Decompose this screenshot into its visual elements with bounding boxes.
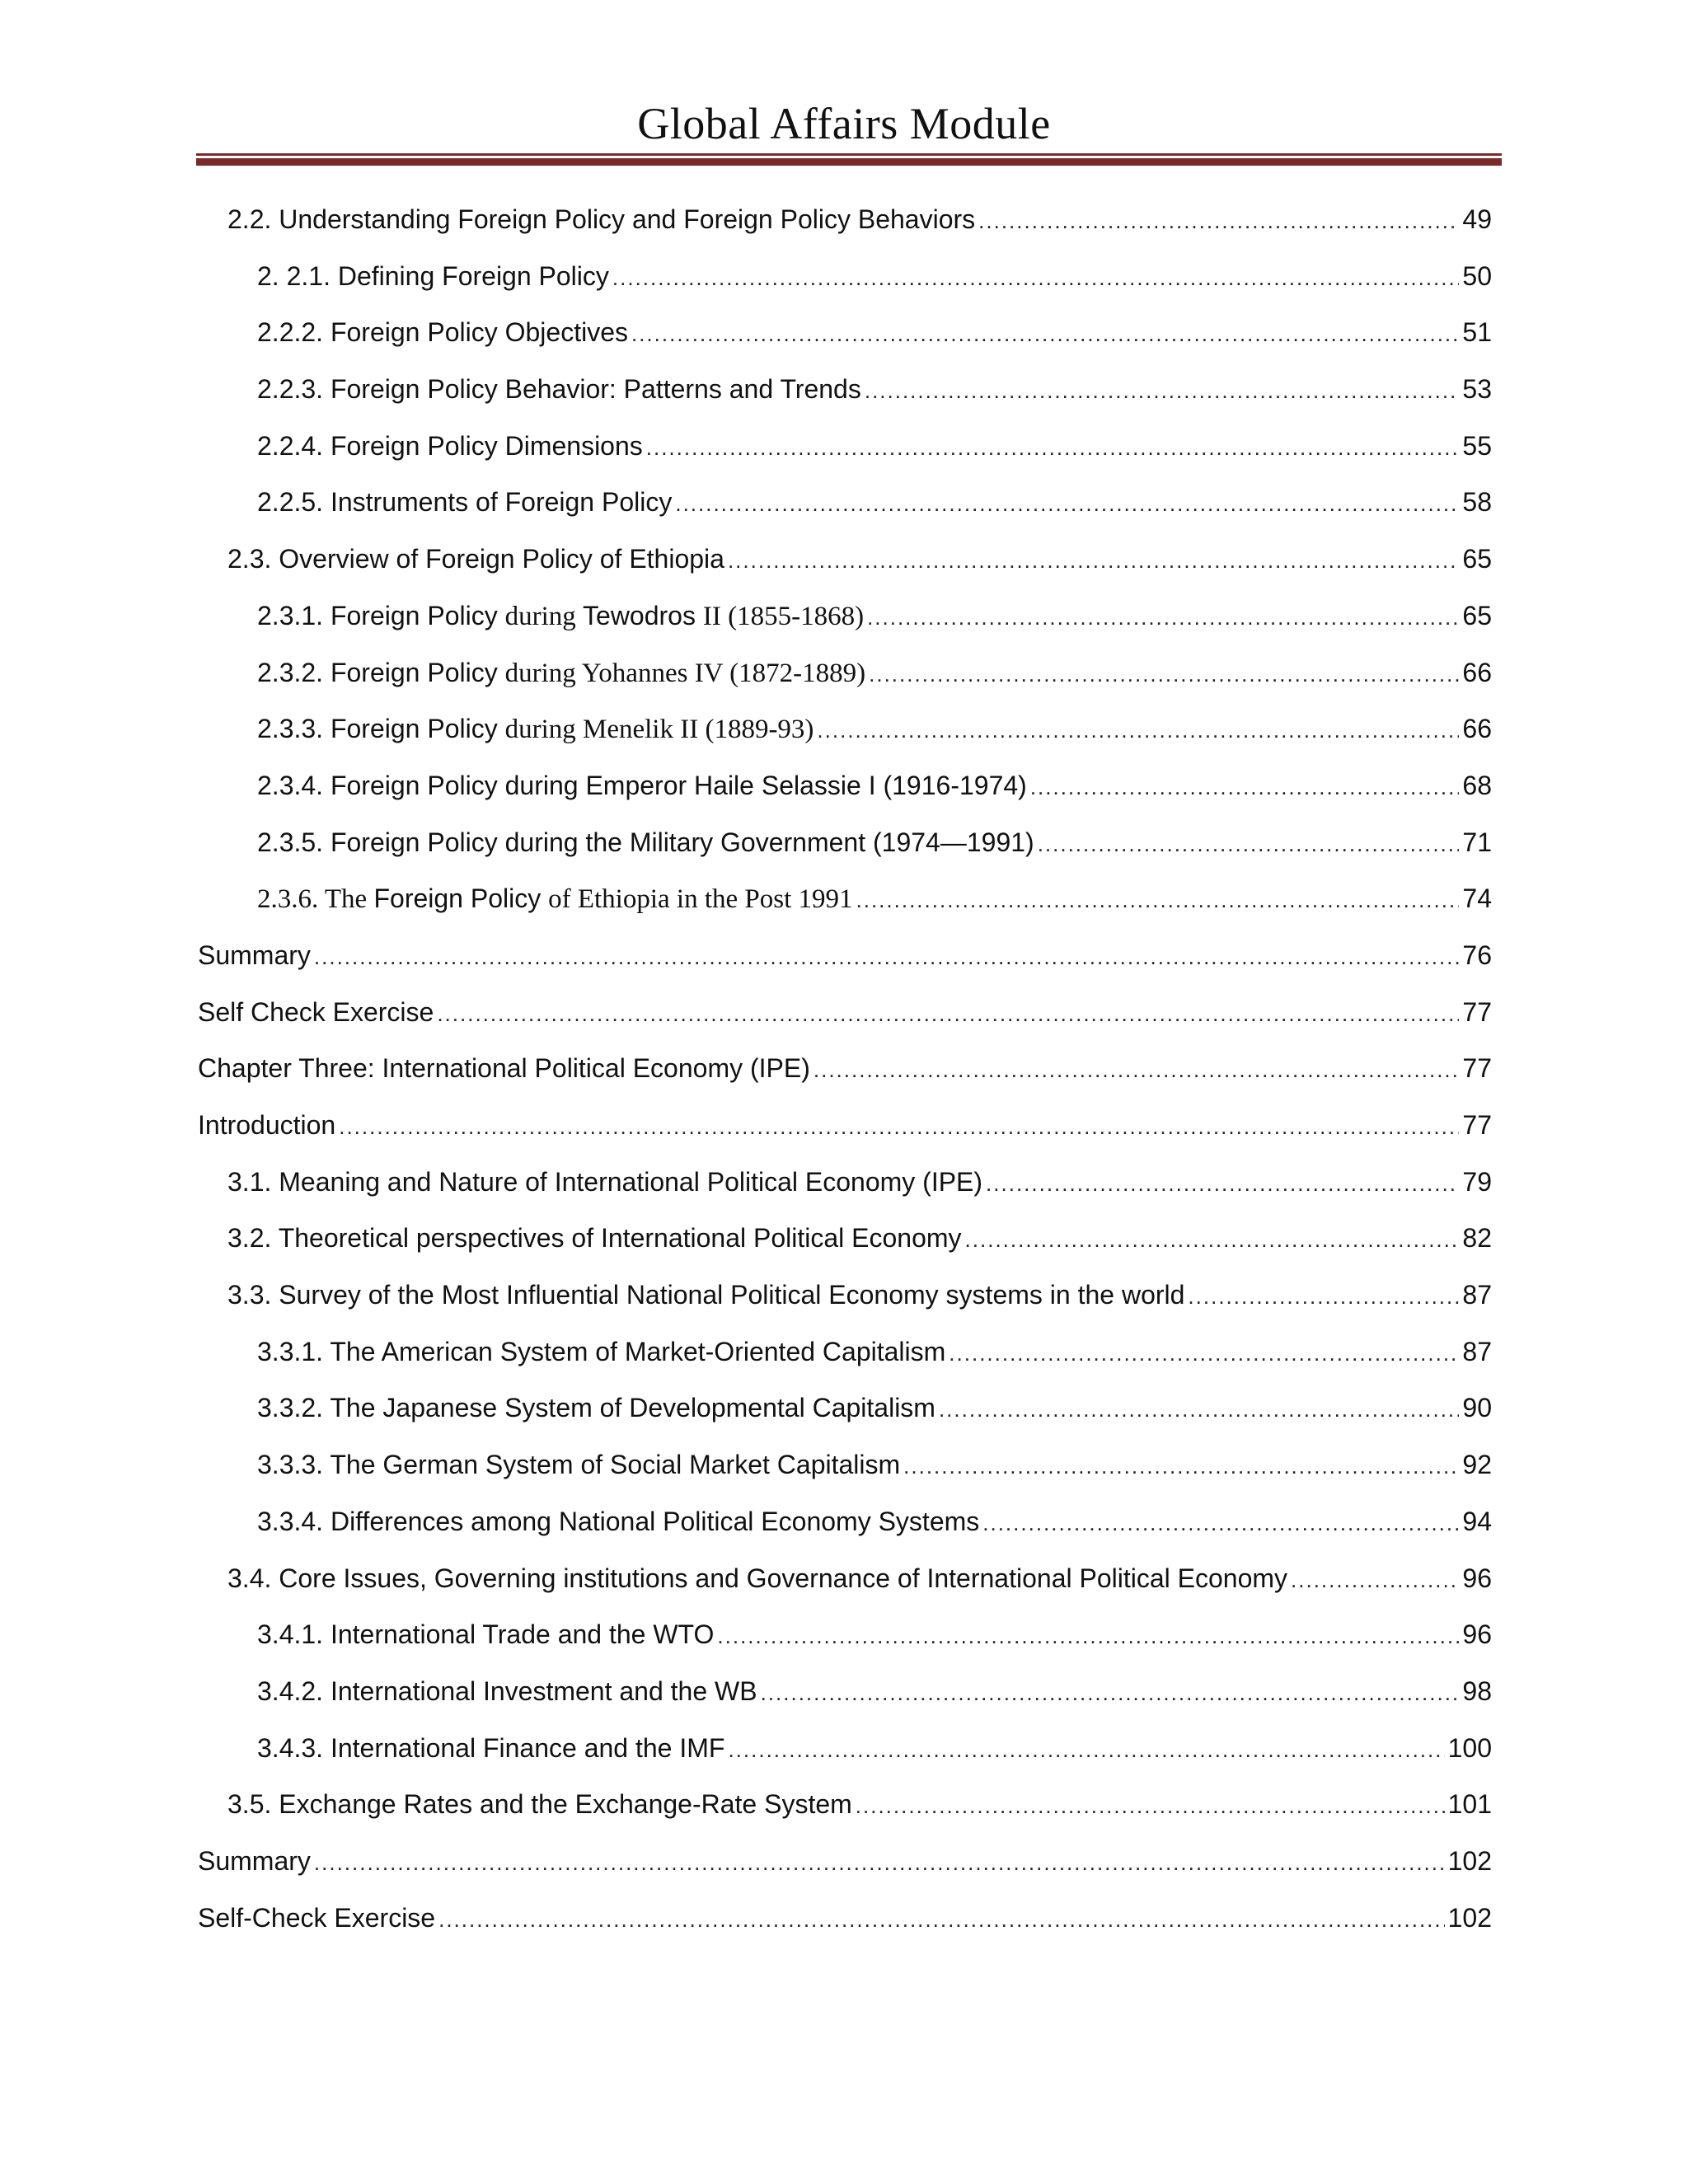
toc-entry[interactable]: [198, 1562, 1492, 1619]
toc-page-number: 102: [1447, 1845, 1492, 1876]
toc-entry-title-part: 3.3.4. Differences among National Political Economy Systems: [257, 1506, 980, 1536]
toc-entry[interactable]: [198, 485, 1492, 542]
toc-entry-title-part: 2.2.2. Foreign Policy Objectives: [257, 317, 628, 348]
toc-dot-leader: [856, 883, 1460, 916]
toc-entry-title-part: 2.3.1. Foreign Policy: [257, 600, 505, 630]
toc-entry-title: [257, 826, 1034, 859]
toc-entry[interactable]: [198, 1844, 1492, 1901]
toc-dot-leader: [1188, 1280, 1459, 1313]
toc-entry-title-part: Self Check Exercise: [198, 996, 434, 1027]
toc-dot-leader: [903, 1450, 1459, 1483]
toc-page-number: 82: [1462, 1223, 1492, 1254]
toc-entry-title-part: 3.3.2. The Japanese System of Developmental Capitalism: [257, 1393, 935, 1423]
toc-entry[interactable]: [198, 1618, 1492, 1675]
toc-entry-title-part: Chapter Three: International Political Economy (IPE): [198, 1053, 810, 1084]
toc-entry-title: [257, 1335, 945, 1368]
toc-entry-title: [257, 769, 1027, 802]
toc-dot-leader: [1291, 1563, 1459, 1596]
toc-dot-leader: [949, 1337, 1459, 1370]
toc-entry-title-part: 3.4. Core Issues, Governing institutions and Governance of International Political Economy: [227, 1563, 1288, 1593]
toc-page-number: 87: [1462, 1280, 1492, 1310]
toc-page-number: 58: [1462, 487, 1492, 518]
toc-entry-title-part: 2.3.4. Foreign Policy during Emperor Haile Selassie I (1916-1974): [257, 770, 1027, 800]
toc-page-number: 77: [1462, 1053, 1492, 1084]
toc-entry-title: [257, 429, 643, 462]
toc-page-number: 50: [1462, 260, 1492, 291]
toc-entry-title: [257, 1391, 935, 1424]
toc-entry-title: [198, 1844, 311, 1877]
toc-page-number: 77: [1462, 996, 1492, 1027]
toc-dot-leader: [986, 1167, 1459, 1200]
toc-entry-title: [198, 1052, 810, 1085]
toc-dot-leader: [965, 1223, 1460, 1256]
toc-page-number: 92: [1462, 1450, 1492, 1480]
toc-dot-leader: [1038, 827, 1460, 860]
toc-entry-title: [257, 656, 865, 690]
toc-entry-title: [257, 260, 609, 293]
toc-dot-leader: [314, 1846, 1445, 1879]
toc-dot-leader: [631, 317, 1459, 350]
toc-entry[interactable]: [198, 1221, 1492, 1278]
toc-page-number: 100: [1447, 1732, 1492, 1763]
toc-entry-title-part: 2.2.3. Foreign Policy Behavior: Patterns and Trends: [257, 374, 861, 405]
toc-page-number: 94: [1462, 1506, 1492, 1536]
toc-dot-leader: [438, 1903, 1445, 1936]
toc-entry[interactable]: [198, 1675, 1492, 1732]
toc-entry-title-part: 3.4.3. International Finance and the IMF: [257, 1732, 725, 1763]
toc-page-number: 55: [1462, 430, 1492, 461]
toc-page-number: 65: [1462, 600, 1492, 630]
toc-entry-title: [198, 1108, 335, 1141]
toc-entry-title-part: II (1855-1868): [702, 601, 865, 631]
toc-entry-title-part: of Ethiopia in the Post 1991: [548, 884, 853, 915]
toc-entry[interactable]: [198, 542, 1492, 599]
toc-page-number: 96: [1462, 1563, 1492, 1593]
page-header: [0, 97, 1688, 150]
toc-page-number: 87: [1462, 1336, 1492, 1366]
toc-entry[interactable]: [198, 599, 1492, 656]
toc-dot-leader: [675, 487, 1459, 520]
toc-entry[interactable]: [198, 1391, 1492, 1448]
toc-entry-title: [198, 1901, 435, 1934]
toc-entry[interactable]: [198, 996, 1492, 1052]
toc-entry-title-part: 2.2.5. Instruments of Foreign Policy: [257, 487, 673, 518]
toc-entry[interactable]: [198, 1788, 1492, 1844]
toc-entry-title: [257, 1732, 724, 1765]
toc-dot-leader: [717, 1619, 1459, 1652]
toc-entry[interactable]: [198, 1278, 1492, 1335]
toc-page-number: 79: [1462, 1166, 1492, 1197]
toc-page-number: 96: [1462, 1619, 1492, 1650]
toc-page-number: 49: [1462, 204, 1492, 234]
toc-entry-title-part: 3.3.1. The American System of Market-Oriented Capitalism: [257, 1336, 946, 1366]
toc-page-number: 77: [1462, 1110, 1492, 1140]
toc-dot-leader: [978, 204, 1459, 237]
toc-entry[interactable]: [198, 429, 1492, 486]
toc-entry-title-part: 3.5. Exchange Rates and the Exchange-Rate System: [227, 1789, 852, 1820]
toc-entry[interactable]: [198, 1165, 1492, 1222]
toc-entry-title-part: 2.3. Overview of Foreign Policy of Ethiopia: [227, 544, 724, 574]
toc-dot-leader: [612, 261, 1460, 294]
toc-entry-title-part: 2. 2.1. Defining Foreign Policy: [257, 260, 609, 291]
toc-entry-title: [257, 1448, 900, 1481]
toc-dot-leader: [437, 997, 1459, 1030]
toc-entry-title: [257, 599, 864, 633]
toc-entry[interactable]: [198, 1505, 1492, 1562]
toc-entry-title: [227, 1562, 1287, 1595]
toc-entry[interactable]: [198, 1448, 1492, 1505]
toc-entry-title-part: 3.2. Theoretical perspectives of International Political Economy: [227, 1223, 962, 1254]
toc-dot-leader: [982, 1507, 1459, 1540]
toc-entry-title: [227, 203, 975, 236]
toc-dot-leader: [817, 714, 1459, 747]
toc-page-number: 53: [1462, 374, 1492, 405]
toc-page-number: 65: [1462, 544, 1492, 574]
toc-entry-title: [257, 1675, 757, 1708]
header-rule-thick: [196, 158, 1502, 166]
toc-dot-leader: [728, 544, 1459, 577]
toc-entry-title-part: 2.3.2. Foreign Policy: [257, 657, 505, 687]
toc-entry-title: [198, 996, 434, 1029]
toc-entry[interactable]: [198, 1335, 1492, 1392]
toc-dot-leader: [865, 374, 1460, 407]
toc-entry[interactable]: [198, 1901, 1492, 1958]
toc-entry-title: [227, 1165, 982, 1198]
toc-entry-title: [257, 485, 672, 518]
toc-entry[interactable]: [198, 373, 1492, 429]
toc-entry-title: [227, 1221, 962, 1254]
toc-page-number: 76: [1462, 940, 1492, 970]
toc-entry-title: [257, 316, 628, 349]
toc-entry-title: [257, 882, 853, 916]
toc-entry-title-part: Introduction: [198, 1110, 336, 1140]
toc-page-number: 74: [1462, 883, 1492, 914]
toc-page-number: 101: [1447, 1789, 1492, 1820]
toc-entry-title-part: Summary: [198, 940, 311, 970]
toc-page-number: 71: [1462, 827, 1492, 857]
toc-entry-title: [227, 542, 724, 575]
toc-page-number: 51: [1462, 317, 1492, 348]
toc-entry-title-part: 2.3.3. Foreign Policy: [257, 714, 505, 744]
toc-dot-leader: [856, 1789, 1445, 1822]
toc-entry-title-part: 2.3.6. The: [257, 884, 374, 915]
toc-page-number: 66: [1462, 657, 1492, 687]
toc-entry-title-part: 3.3.3. The German System of Social Market Capitalism: [257, 1450, 901, 1480]
toc-dot-leader: [728, 1733, 1444, 1766]
toc-dot-leader: [939, 1393, 1459, 1426]
toc-dot-leader: [761, 1676, 1460, 1709]
page-header-title: Global Affairs Module: [637, 99, 1051, 148]
toc-entry-title-part: 3.4.2. International Investment and the WB: [257, 1675, 757, 1706]
toc-entry-title-part: 3.4.1. International Trade and the WTO: [257, 1619, 715, 1650]
toc-entry[interactable]: [198, 769, 1492, 826]
toc-entry-title-part: 3.1. Meaning and Nature of International Political Economy (IPE): [227, 1166, 983, 1197]
toc-entry-title-part: Summary: [198, 1845, 311, 1876]
toc-entry-title: [198, 939, 311, 972]
toc-entry[interactable]: [198, 203, 1492, 260]
toc-entry-title: [227, 1278, 1184, 1311]
toc-dot-leader: [339, 1110, 1459, 1143]
toc-dot-leader: [1030, 771, 1460, 804]
toc-entry-title-part: Self-Check Exercise: [198, 1902, 436, 1933]
header-rule-thin: [196, 153, 1502, 156]
toc-dot-leader: [869, 658, 1459, 691]
toc-entry[interactable]: [198, 1052, 1492, 1108]
toc-dot-leader: [814, 1053, 1460, 1086]
toc-page-number: 102: [1447, 1902, 1492, 1933]
toc-page-number: 90: [1462, 1393, 1492, 1423]
toc-entry[interactable]: [198, 656, 1492, 713]
toc-entry[interactable]: [198, 826, 1492, 883]
toc-entry-title-part: Tewodros: [583, 600, 703, 630]
toc-dot-leader: [646, 431, 1460, 464]
toc-page-number: 68: [1462, 770, 1492, 800]
toc-entry-title-part: 2.2.4. Foreign Policy Dimensions: [257, 430, 643, 461]
toc-entry-title-part: during Menelik II (1889-93): [504, 715, 814, 745]
toc-entry-title: [257, 712, 814, 746]
toc-entry[interactable]: [198, 316, 1492, 373]
table-of-contents: [198, 203, 1492, 1957]
toc-entry[interactable]: [198, 712, 1492, 769]
toc-entry[interactable]: [198, 1732, 1492, 1788]
toc-entry-title-part: during Yohannes IV (1872-1889): [504, 658, 866, 688]
toc-entry-title: [257, 373, 861, 405]
toc-entry-title-part: 3.3. Survey of the Most Influential National Political Economy systems in the world: [227, 1280, 1185, 1310]
toc-dot-leader: [314, 940, 1460, 973]
toc-entry[interactable]: [198, 260, 1492, 316]
toc-entry-title: [257, 1505, 979, 1538]
toc-entry[interactable]: [198, 1108, 1492, 1165]
toc-entry-title-part: Foreign Policy: [373, 883, 549, 914]
toc-entry-title: [227, 1788, 852, 1821]
toc-page-number: 98: [1462, 1675, 1492, 1706]
toc-entry-title-part: 2.3.5. Foreign Policy during the Military Government (1974—1991): [257, 827, 1034, 857]
toc-entry-title-part: during: [504, 601, 584, 631]
toc-entry[interactable]: [198, 939, 1492, 996]
toc-page-number: 66: [1462, 714, 1492, 744]
toc-entry-title-part: 2.2. Understanding Foreign Policy and Foreign Policy Behaviors: [227, 204, 976, 234]
toc-entry[interactable]: [198, 882, 1492, 939]
toc-entry-title: [257, 1618, 714, 1651]
toc-dot-leader: [867, 601, 1459, 634]
